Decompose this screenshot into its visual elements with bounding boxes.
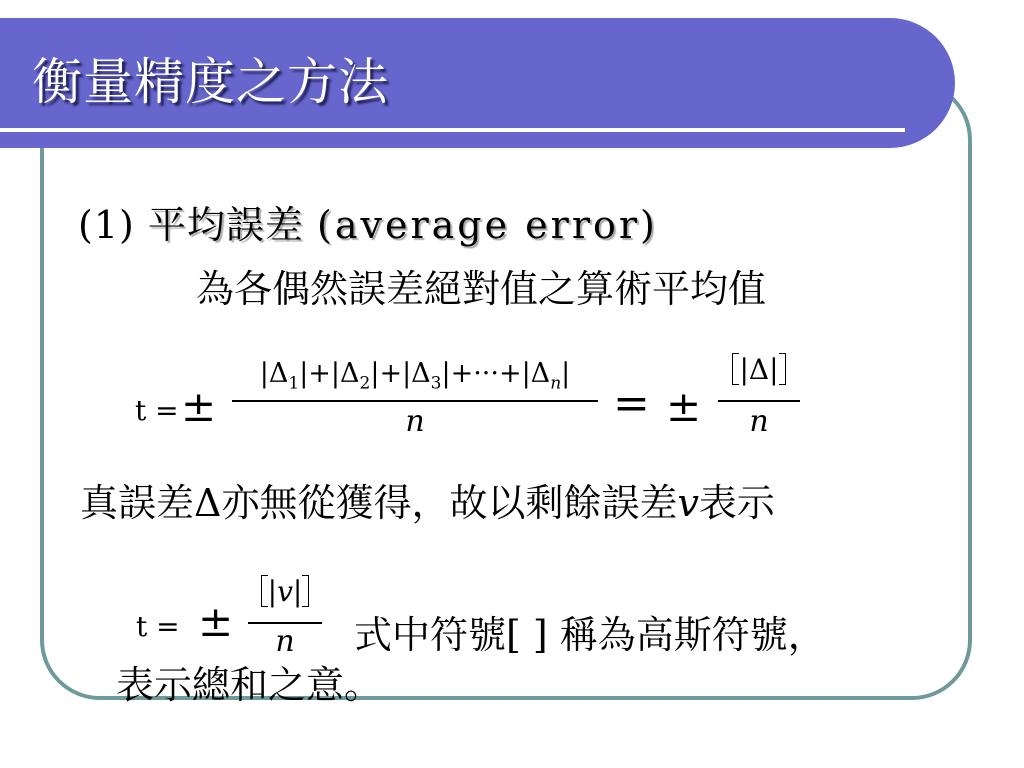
formula1-denominator-2: n xyxy=(749,404,769,439)
slide-title: 衡量精度之方法 xyxy=(32,53,389,111)
formula1-plus-minus-2: ± xyxy=(666,382,702,431)
formula2-numerator: |v| xyxy=(248,564,322,622)
formula1-fraction-2 xyxy=(718,342,800,442)
heading-english: (average error) xyxy=(317,203,658,247)
formula1-plus-minus: ± xyxy=(181,382,217,431)
formula1-equals: = xyxy=(613,378,650,429)
formula2-fraction xyxy=(248,564,322,660)
heading-term: 平均誤差 xyxy=(147,203,304,247)
formula1-numerator: $|\Delta_1|+|\Delta_2|+|\Delta_3|+\cdot\cdot\cdot+|\Delta_n|$ xyxy=(259,358,571,394)
formula1-numerator-2: |Δ| xyxy=(718,342,800,400)
formula1-fraction-1 xyxy=(232,352,598,442)
formula2-denominator: n xyxy=(275,624,295,659)
sentence-2: 真誤差Δ亦無從獲得，故以剩餘誤差v表示 xyxy=(80,481,775,525)
note-line-1: 式中符號[ ] 稱為高斯符號， xyxy=(354,613,826,657)
formula2-lhs: t = xyxy=(136,610,180,643)
formula1-denominator: n xyxy=(405,404,425,439)
heading xyxy=(78,194,658,249)
title-underline xyxy=(0,128,905,132)
note-line-2: 表示總和之意。 xyxy=(116,663,383,707)
definition-text: 為各偶然誤差絕對值之算術平均值 xyxy=(196,267,767,311)
heading-number: (1) xyxy=(78,203,135,247)
formula2-plus-minus: ± xyxy=(198,597,234,646)
formula1-lhs: t = xyxy=(135,394,179,427)
